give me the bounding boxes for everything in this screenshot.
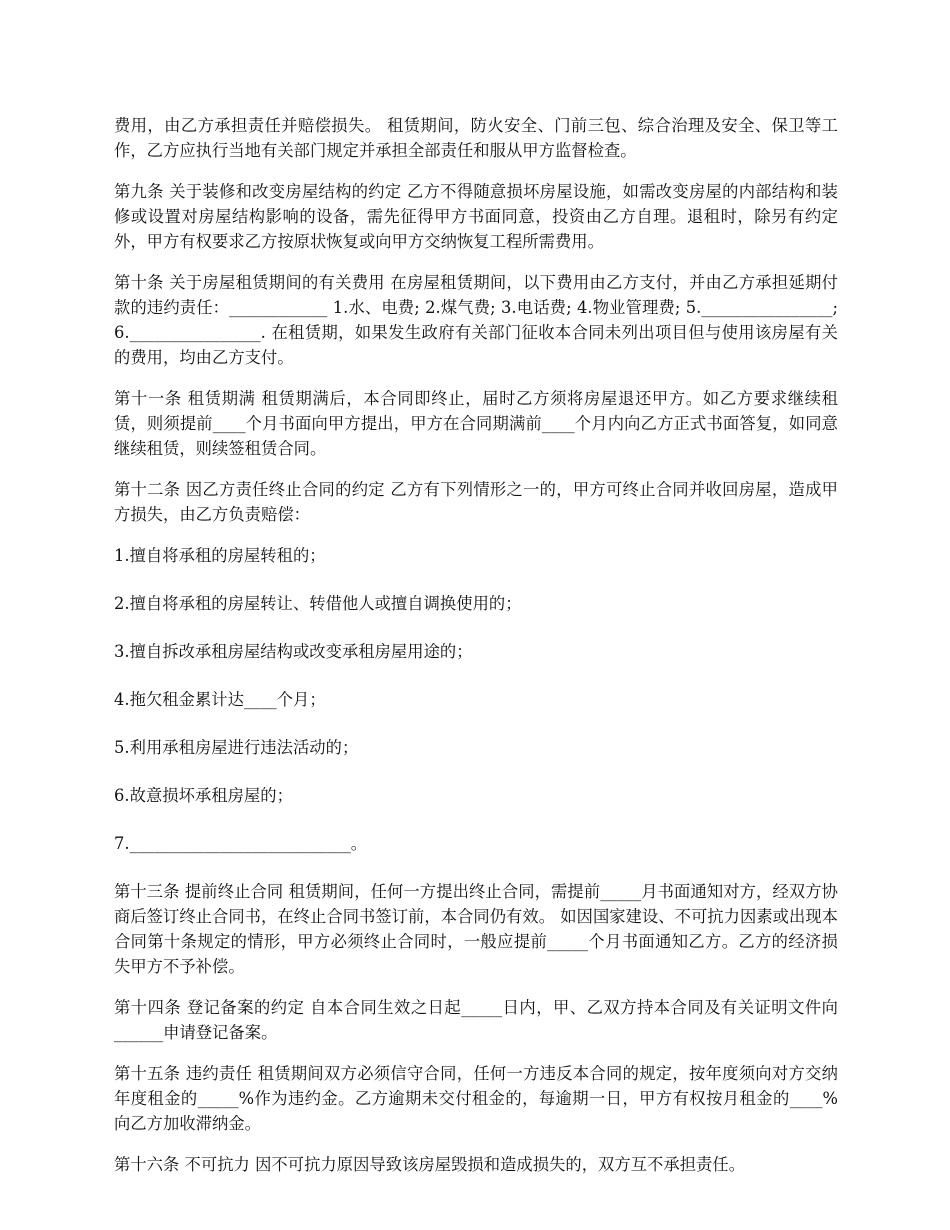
clause-12-item-5: 5.利用承租房屋进行违法活动的； bbox=[114, 738, 359, 757]
clause-10: 第十条 关于房屋租赁期间的有关费用 在房屋租赁期间，以下费用由乙方支付，并由乙方承担延期付款的违约责任：____________ 1.水、电费; 2.煤气费; 3.电话费; 4.物业管理费; 5.________________; 6.________________. 在租赁期，如果发生政府有关部门征收本合同未列出项目但与使用该房屋有关的费用，均由乙方支付。 bbox=[114, 273, 838, 367]
clause-14: 第十四条 登记备案的约定 自本合同生效之日起_____日内，甲、乙双方持本合同及有关证明文件向______申请登记备案。 bbox=[114, 998, 838, 1042]
clause-13: 第十三条 提前终止合同 租赁期间，任何一方提出终止合同，需提前_____月书面通知对方，经双方协商后签订终止合同书，在终止合同书签订前，本合同仍有效。 如因国家建设、不可抗力因素或出现本合同第十条规定的情形，甲方必须终止合同时，一般应提前_____个月书面通知乙方。乙方的经济损失甲方不予补偿。 bbox=[114, 882, 838, 976]
clause-12-item-3: 3.擅自拆改承租房屋结构或改变承租房屋用途的； bbox=[114, 642, 473, 661]
clause-9: 第九条 关于装修和改变房屋结构的约定 乙方不得随意损坏房屋设施，如需改变房屋的内部结构和装修或设置对房屋结构影响的设备，需先征得甲方书面同意，投资由乙方自理。退租时，除另有约定外，甲方有权要求乙方按原状恢复或向甲方交纳恢复工程所需费用。 bbox=[114, 182, 838, 251]
clause-12-item-4: 4.拖欠租金累计达____个月； bbox=[114, 690, 326, 709]
document-body bbox=[114, 113, 838, 1193]
clause-12-item-1: 1.擅自将承租的房屋转租的； bbox=[114, 546, 326, 565]
paragraph-continuation: 费用，由乙方承担责任并赔偿损失。 租赁期间，防火安全、门前三包、综合治理及安全、保卫等工作，乙方应执行当地有关部门规定并承担全部责任和服从甲方监督检查。 bbox=[114, 116, 838, 160]
clause-12-item-6: 6.故意损坏承租房屋的； bbox=[114, 786, 293, 805]
clause-15: 第十五条 违约责任 租赁期间双方必须信守合同，任何一方违反本合同的规定，按年度须向对方交纳年度租金的_____%作为违约金。乙方逾期未交付租金的，每逾期一日，甲方有权按月租金的____%向乙方加收滞纳金。 bbox=[114, 1064, 838, 1133]
clause-11: 第十一条 租赁期满 租赁期满后，本合同即终止，届时乙方须将房屋退还甲方。如乙方要求继续租赁，则须提前____个月书面向甲方提出，甲方在合同期满前____个月内向乙方正式书面答复，如同意继续租赁，则续签租赁合同。 bbox=[114, 389, 838, 458]
clause-12-item-7: 7.___________________________。 bbox=[114, 834, 368, 853]
clause-12: 第十二条 因乙方责任终止合同的约定 乙方有下列情形之一的，甲方可终止合同并收回房屋，造成甲方损失，由乙方负责赔偿： bbox=[114, 480, 838, 524]
clause-16: 第十六条 不可抗力 因不可抗力原因导致该房屋毁损和造成损失的，双方互不承担责任。 bbox=[114, 1155, 746, 1174]
clause-12-item-2: 2.擅自将承租的房屋转让、转借他人或擅自调换使用的； bbox=[114, 594, 522, 613]
